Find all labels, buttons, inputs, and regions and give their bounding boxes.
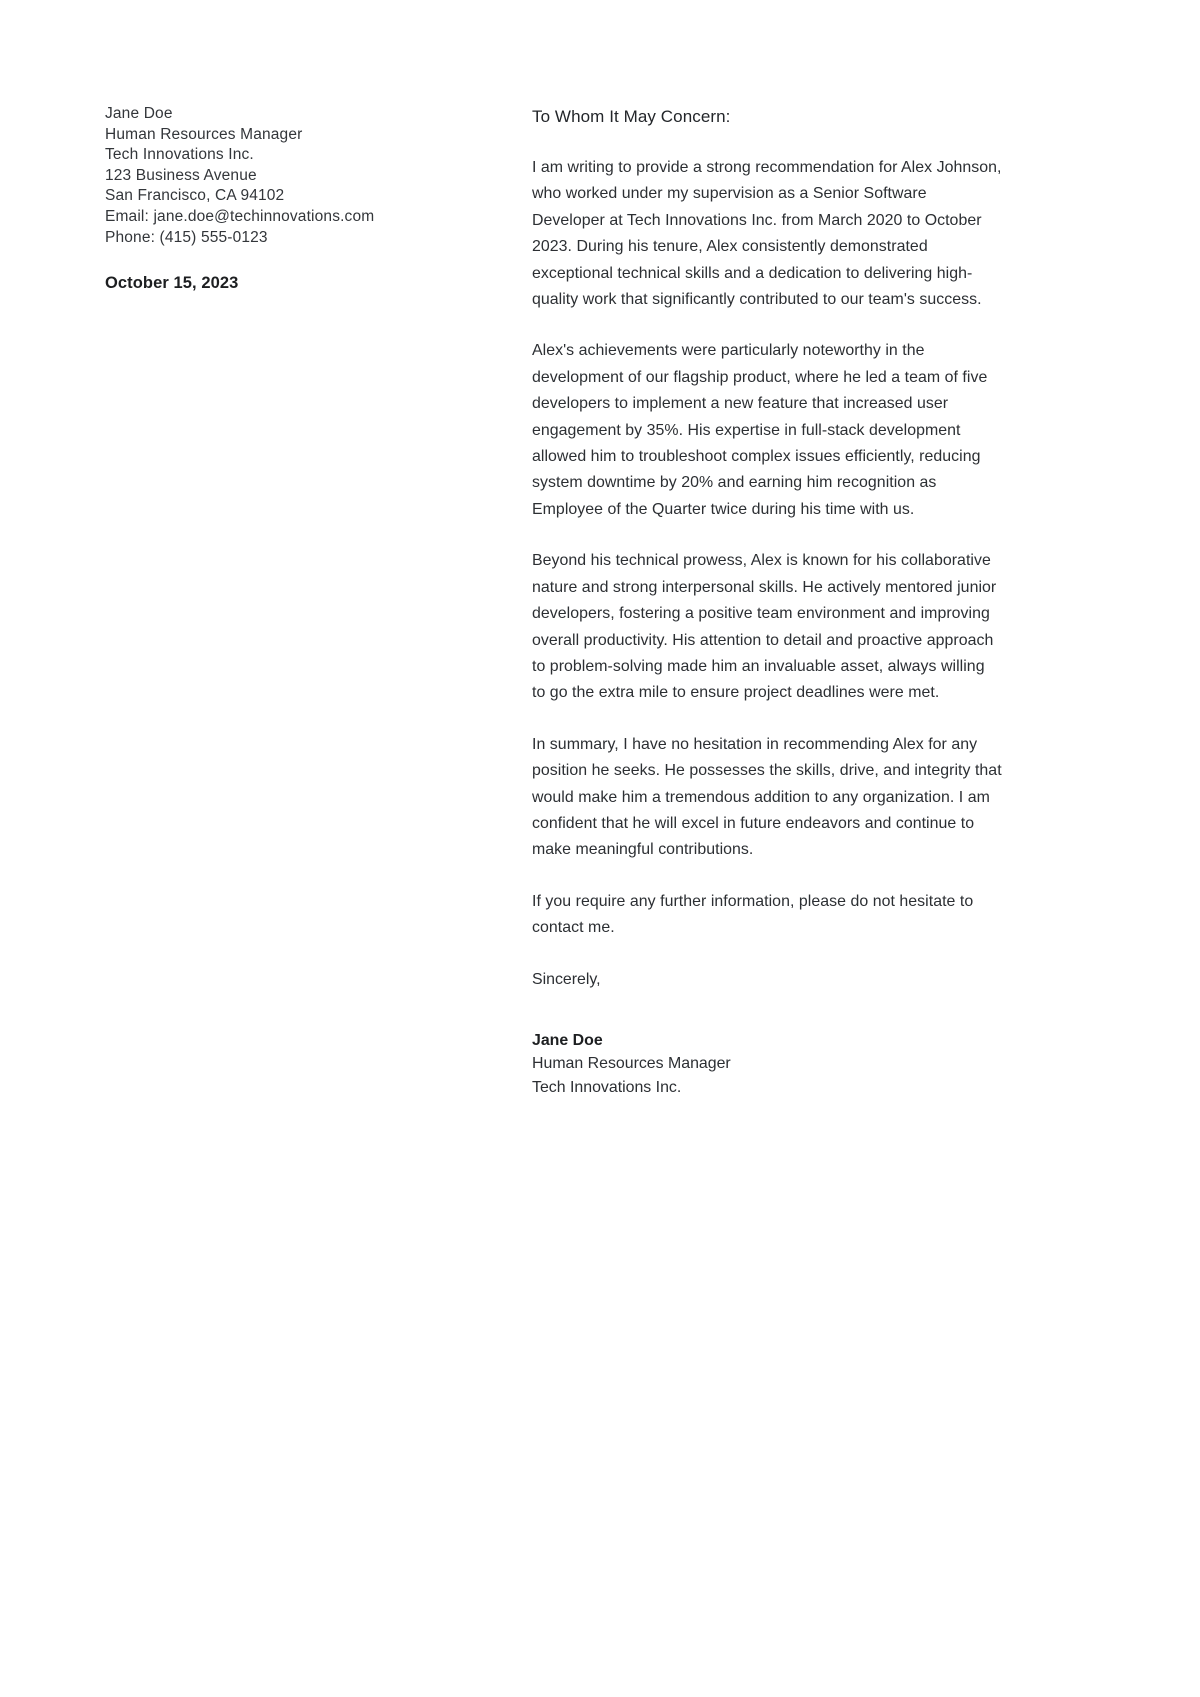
sender-phone: Phone: (415) 555-0123 (105, 228, 268, 246)
closing-salutation: Sincerely, (532, 970, 601, 988)
sender-city-state-zip: San Francisco, CA 94102 (105, 187, 285, 205)
body-paragraph-1: I am writing to provide a strong recommendation for Alex Johnson, who worked under my supervision as a Senior Software Developer at Tech Innovations Inc. from March 2020 to October 2023. During his tenure, Alex consistently demonstrated exceptional technical skills and a dedication to delivering high-quality work that significantly contributed to our team's success. (532, 159, 1002, 309)
signature-title: Human Resources Manager (532, 1055, 731, 1073)
signature-block (532, 1029, 1002, 1100)
body-paragraph-4: In summary, I have no hesitation in recommending Alex for any position he seeks. He possesses the skills, drive, and integrity that would make him a tremendous addition to any organization. I am confident that he will excel in future endeavors and continue to make meaningful contributions. (532, 735, 1002, 859)
letter-body (532, 104, 1002, 1099)
sender-email: Email: jane.doe@techinnovations.com (105, 207, 375, 225)
letter-date: October 15, 2023 (105, 274, 239, 293)
signature-name: Jane Doe (532, 1031, 603, 1049)
salutation: To Whom It May Concern: (532, 107, 731, 126)
sender-address-block (105, 104, 465, 294)
sender-name: Jane Doe (105, 105, 173, 122)
sender-company: Tech Innovations Inc. (105, 146, 254, 164)
body-paragraph-3: Beyond his technical prowess, Alex is known for his collaborative nature and strong interpersonal skills. He actively mentored junior developers, fostering a positive team environment and improving overall productivity. His attention to detail and proactive approach to problem-solving made him an invaluable asset, always willing to go the extra mile to ensure project deadlines were met. (532, 552, 997, 702)
sender-title: Human Resources Manager (105, 125, 303, 143)
signature-company: Tech Innovations Inc. (532, 1078, 682, 1096)
sender-street: 123 Business Avenue (105, 166, 257, 184)
body-paragraph-2: Alex's achievements were particularly noteworthy in the development of our flagship product, where he led a team of five developers to implement a new feature that increased user engagement by 35%. His expertise in full-stack development allowed him to troubleshoot complex issues efficiently, reducing system downtime by 20% and earning him recognition as Employee of the Quarter twice during his time with us. (532, 342, 988, 518)
body-paragraph-5: If you require any further information, please do not hesitate to contact me. (532, 892, 974, 937)
